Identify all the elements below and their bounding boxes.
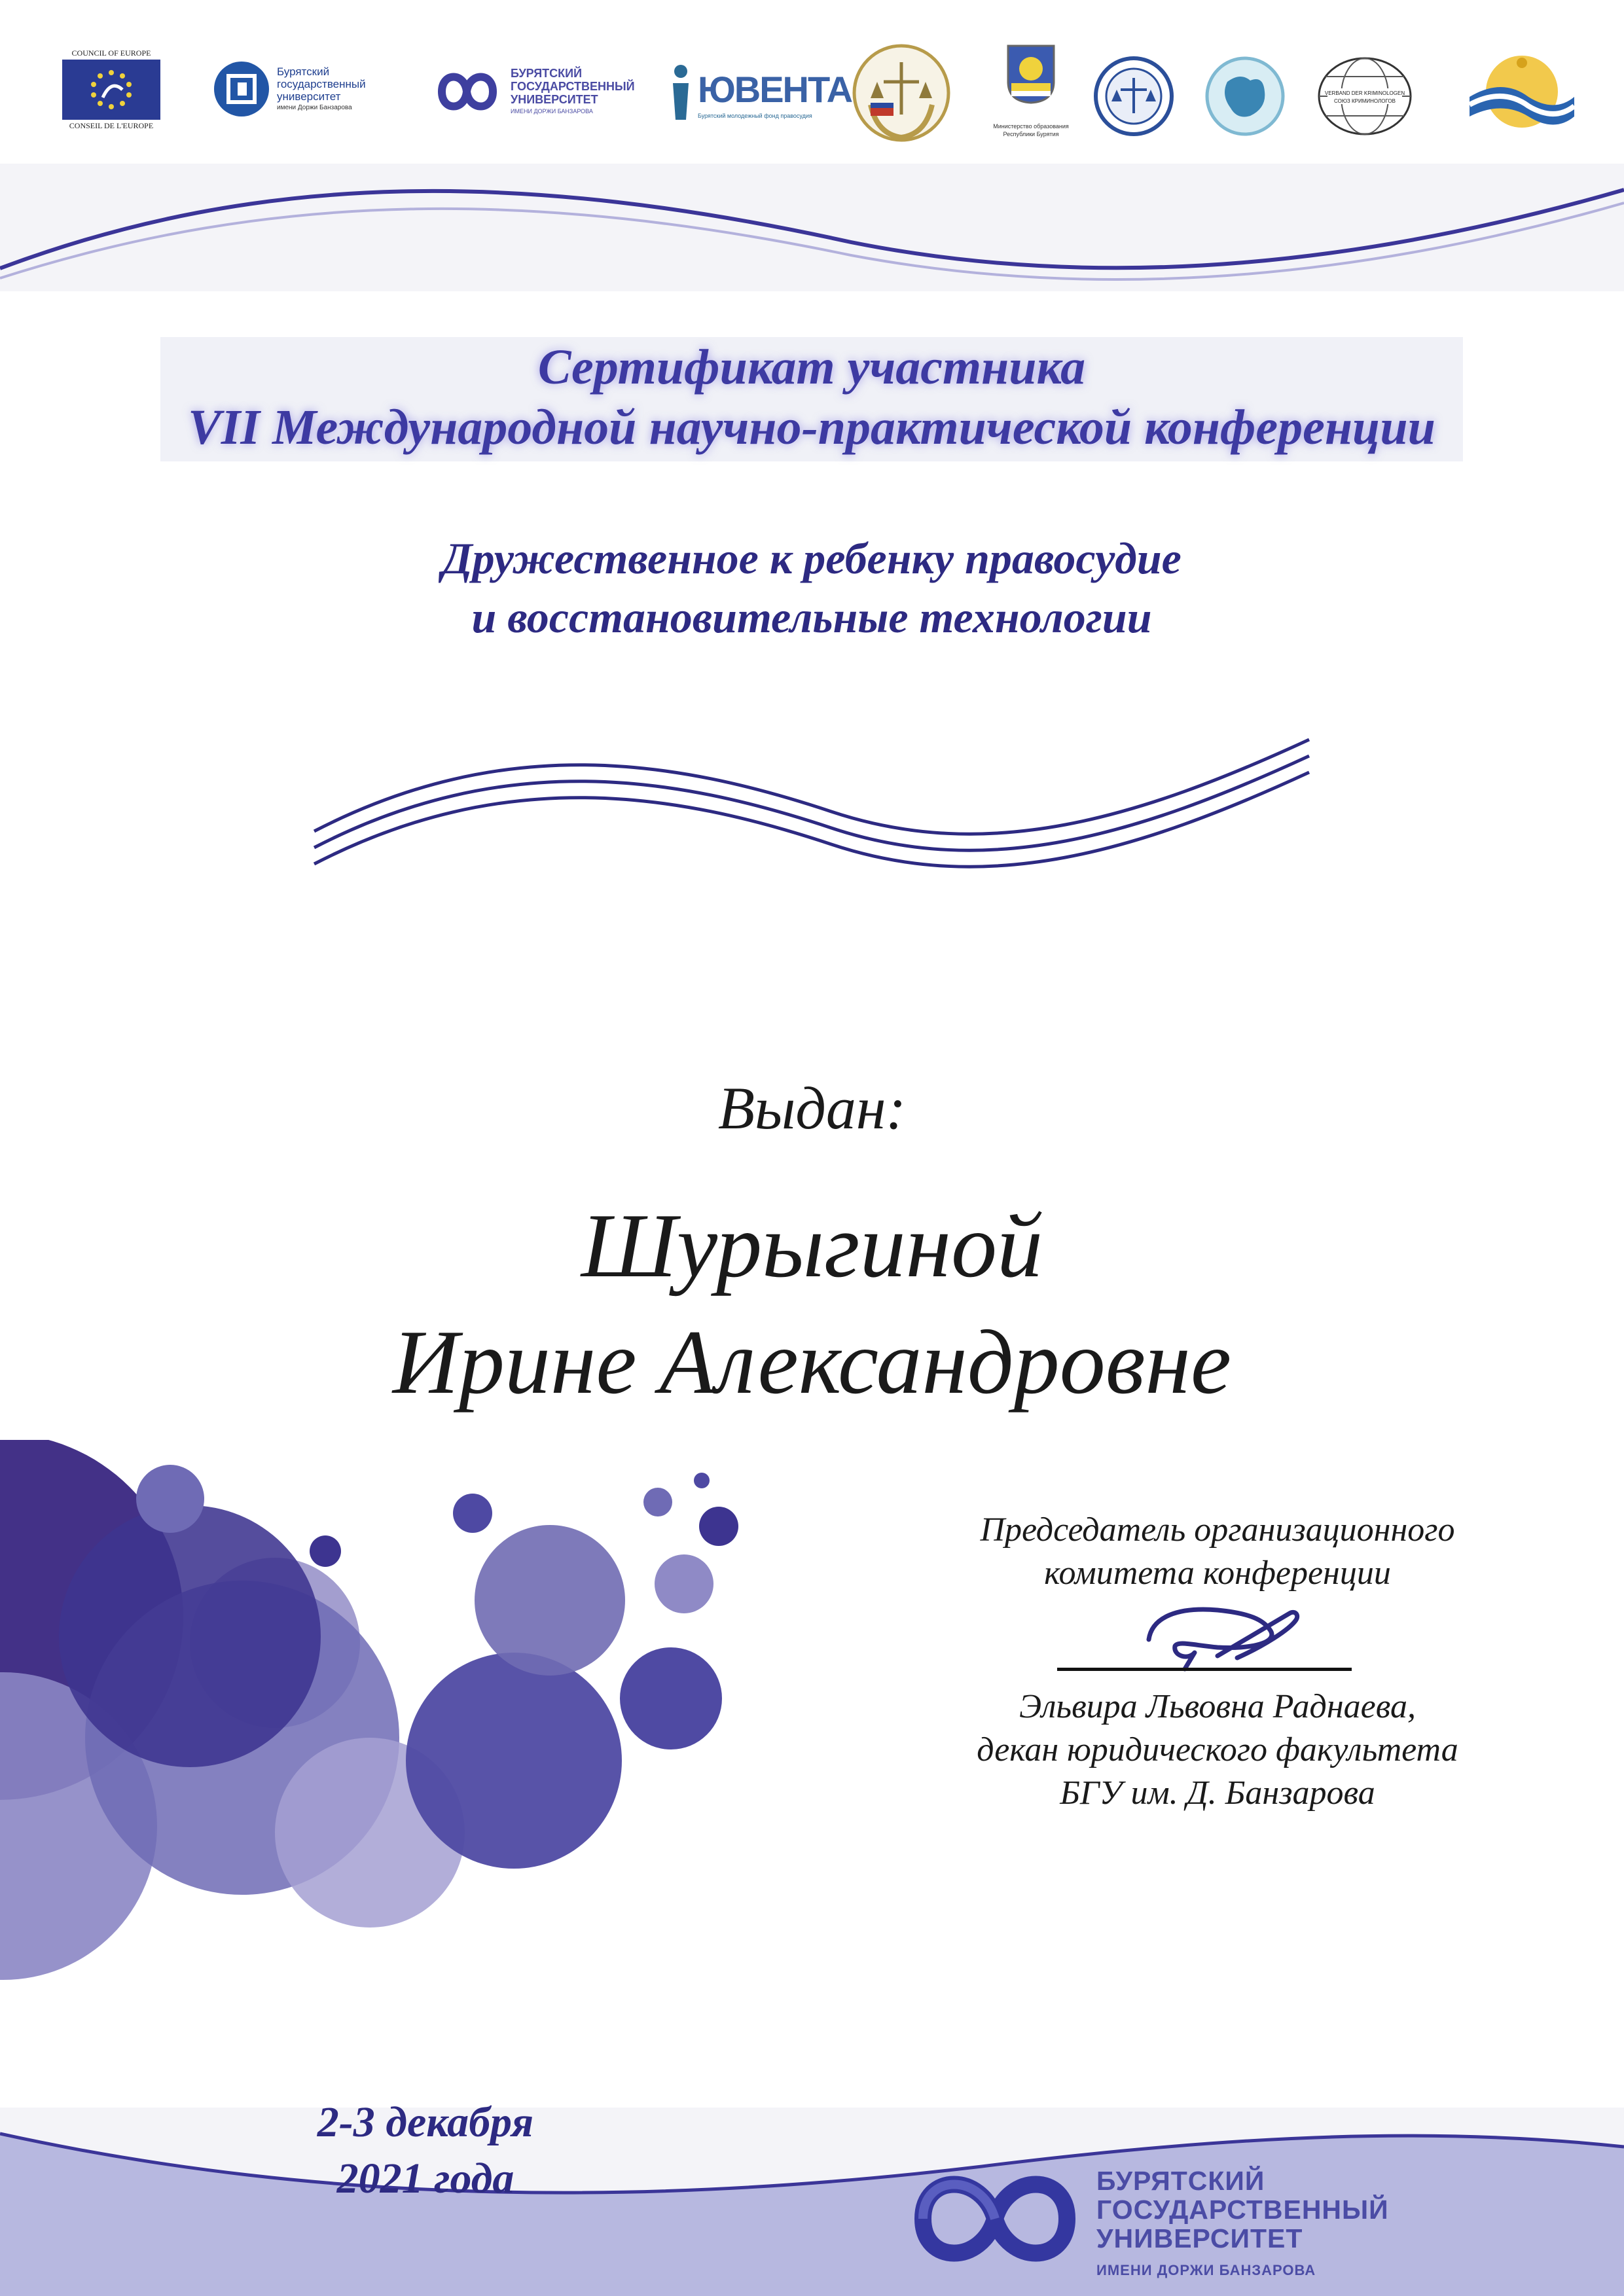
ministry-caption-2: Республики Бурятия [1003, 131, 1059, 137]
footer-univ-line-2: ГОСУДАРСТВЕННЫЙ [1096, 2195, 1389, 2225]
region-map-icon [1204, 56, 1286, 137]
infinity-emblem-icon [429, 59, 504, 124]
juventa-caption: Бурятский молодежный фонд правосудия [698, 113, 812, 119]
bsu1-line2: государственный [277, 78, 366, 90]
ministry-caption-1: Министерство образования [993, 123, 1069, 130]
bsu-logo-small-1 [213, 39, 396, 137]
round-seal-logo [1093, 39, 1175, 137]
flag-emblem-logo [1463, 39, 1581, 137]
top-wave-band [0, 164, 1624, 295]
coe-top-text: COUNCIL OF EUROPE [71, 48, 151, 58]
certificate-title [160, 337, 1463, 461]
map-emblem-logo [1204, 39, 1286, 137]
bsu2-line4: ИМЕНИ ДОРЖИ БАНЗАРОВА [511, 108, 593, 115]
flag-ribbon-icon [1463, 51, 1581, 143]
signatory-position: декан юридического факультета [977, 1731, 1458, 1768]
title-line-1: Сертификат участника [537, 340, 1086, 395]
signatory-role-line-1: Председатель организационного [980, 1511, 1455, 1549]
bsu1-line1: Бурятский [277, 65, 330, 78]
signatory-name: Эльвира Львовна Раднаева, [1019, 1688, 1416, 1725]
bubbles-decoration [0, 1440, 753, 2042]
juventa-figure-icon [668, 62, 694, 121]
bsu-logo-small-2 [429, 39, 645, 137]
recipient-name [0, 1188, 1624, 1421]
conference-dates [249, 2094, 602, 2207]
date-line-1: 2-3 декабря [317, 2098, 534, 2146]
criminologists-logo [1316, 39, 1420, 137]
partner-logos [0, 26, 1624, 157]
footer-univ-line-1: БУРЯТСКИЙ [1096, 2166, 1265, 2196]
globe-icon [1316, 56, 1414, 137]
date-line-2: 2021 года [336, 2155, 514, 2202]
recipient-surname: Шурыгиной [581, 1195, 1043, 1297]
title-line-2: VII Международной научно-практической конференции [188, 400, 1435, 455]
conference-line-2: и восстановительные технологии [471, 592, 1152, 642]
signature-line [1057, 1668, 1352, 1671]
buryatia-coat-of-arms-icon [1005, 43, 1057, 105]
crim-line2: СОЮЗ КРИМИНОЛОГОВ [1334, 98, 1396, 104]
bsu-emblem-icon [213, 60, 270, 118]
themis-wreath-icon [851, 43, 952, 144]
signatory-role [929, 1509, 1506, 1595]
bsu2-line2: ГОСУДАРСТВЕННЫЙ [511, 80, 635, 93]
eu-flag-icon [62, 60, 160, 120]
footer-univ-line-3: УНИВЕРСИТЕТ [1096, 2223, 1303, 2253]
signatory-organization: БГУ им. Д. Банзарова [1060, 1774, 1375, 1812]
handwritten-signature [1139, 1594, 1309, 1672]
bsu1-line3: университет [277, 90, 341, 103]
council-of-europe-logo [62, 39, 160, 137]
bsu2-line3: УНИВЕРСИТЕТ [511, 93, 598, 106]
justice-emblem-logo [851, 39, 952, 137]
conference-name [157, 529, 1466, 647]
footer-university-name [1096, 2166, 1437, 2279]
middle-wave-ornament [308, 720, 1316, 877]
juventa-logo [668, 39, 852, 137]
signatory-details [916, 1685, 1519, 1815]
conference-line-1: Дружественное к ребенку правосудие [442, 533, 1182, 583]
recipient-given-names: Ирине Александровне [392, 1312, 1232, 1413]
bsu-infinity-logo-icon [897, 2153, 1093, 2284]
law-seal-icon [1093, 56, 1175, 137]
signatory-role-line-2: комитета конференции [1044, 1554, 1391, 1592]
juventa-name: ЮВЕНТА [698, 69, 852, 110]
footer-univ-line-4: ИМЕНИ ДОРЖИ БАНЗАРОВА [1096, 2262, 1316, 2278]
bsu2-line1: БУРЯТСКИЙ [511, 67, 583, 80]
coe-bottom-text: CONSEIL DE L'EUROPE [69, 121, 154, 130]
crim-line1: VERBAND DER KRIMINOLOGEN [1324, 90, 1405, 96]
bsu1-line4: имени Доржи Банзарова [277, 104, 352, 111]
issued-label: Выдан: [717, 1075, 907, 1141]
ministry-logo [985, 39, 1077, 137]
